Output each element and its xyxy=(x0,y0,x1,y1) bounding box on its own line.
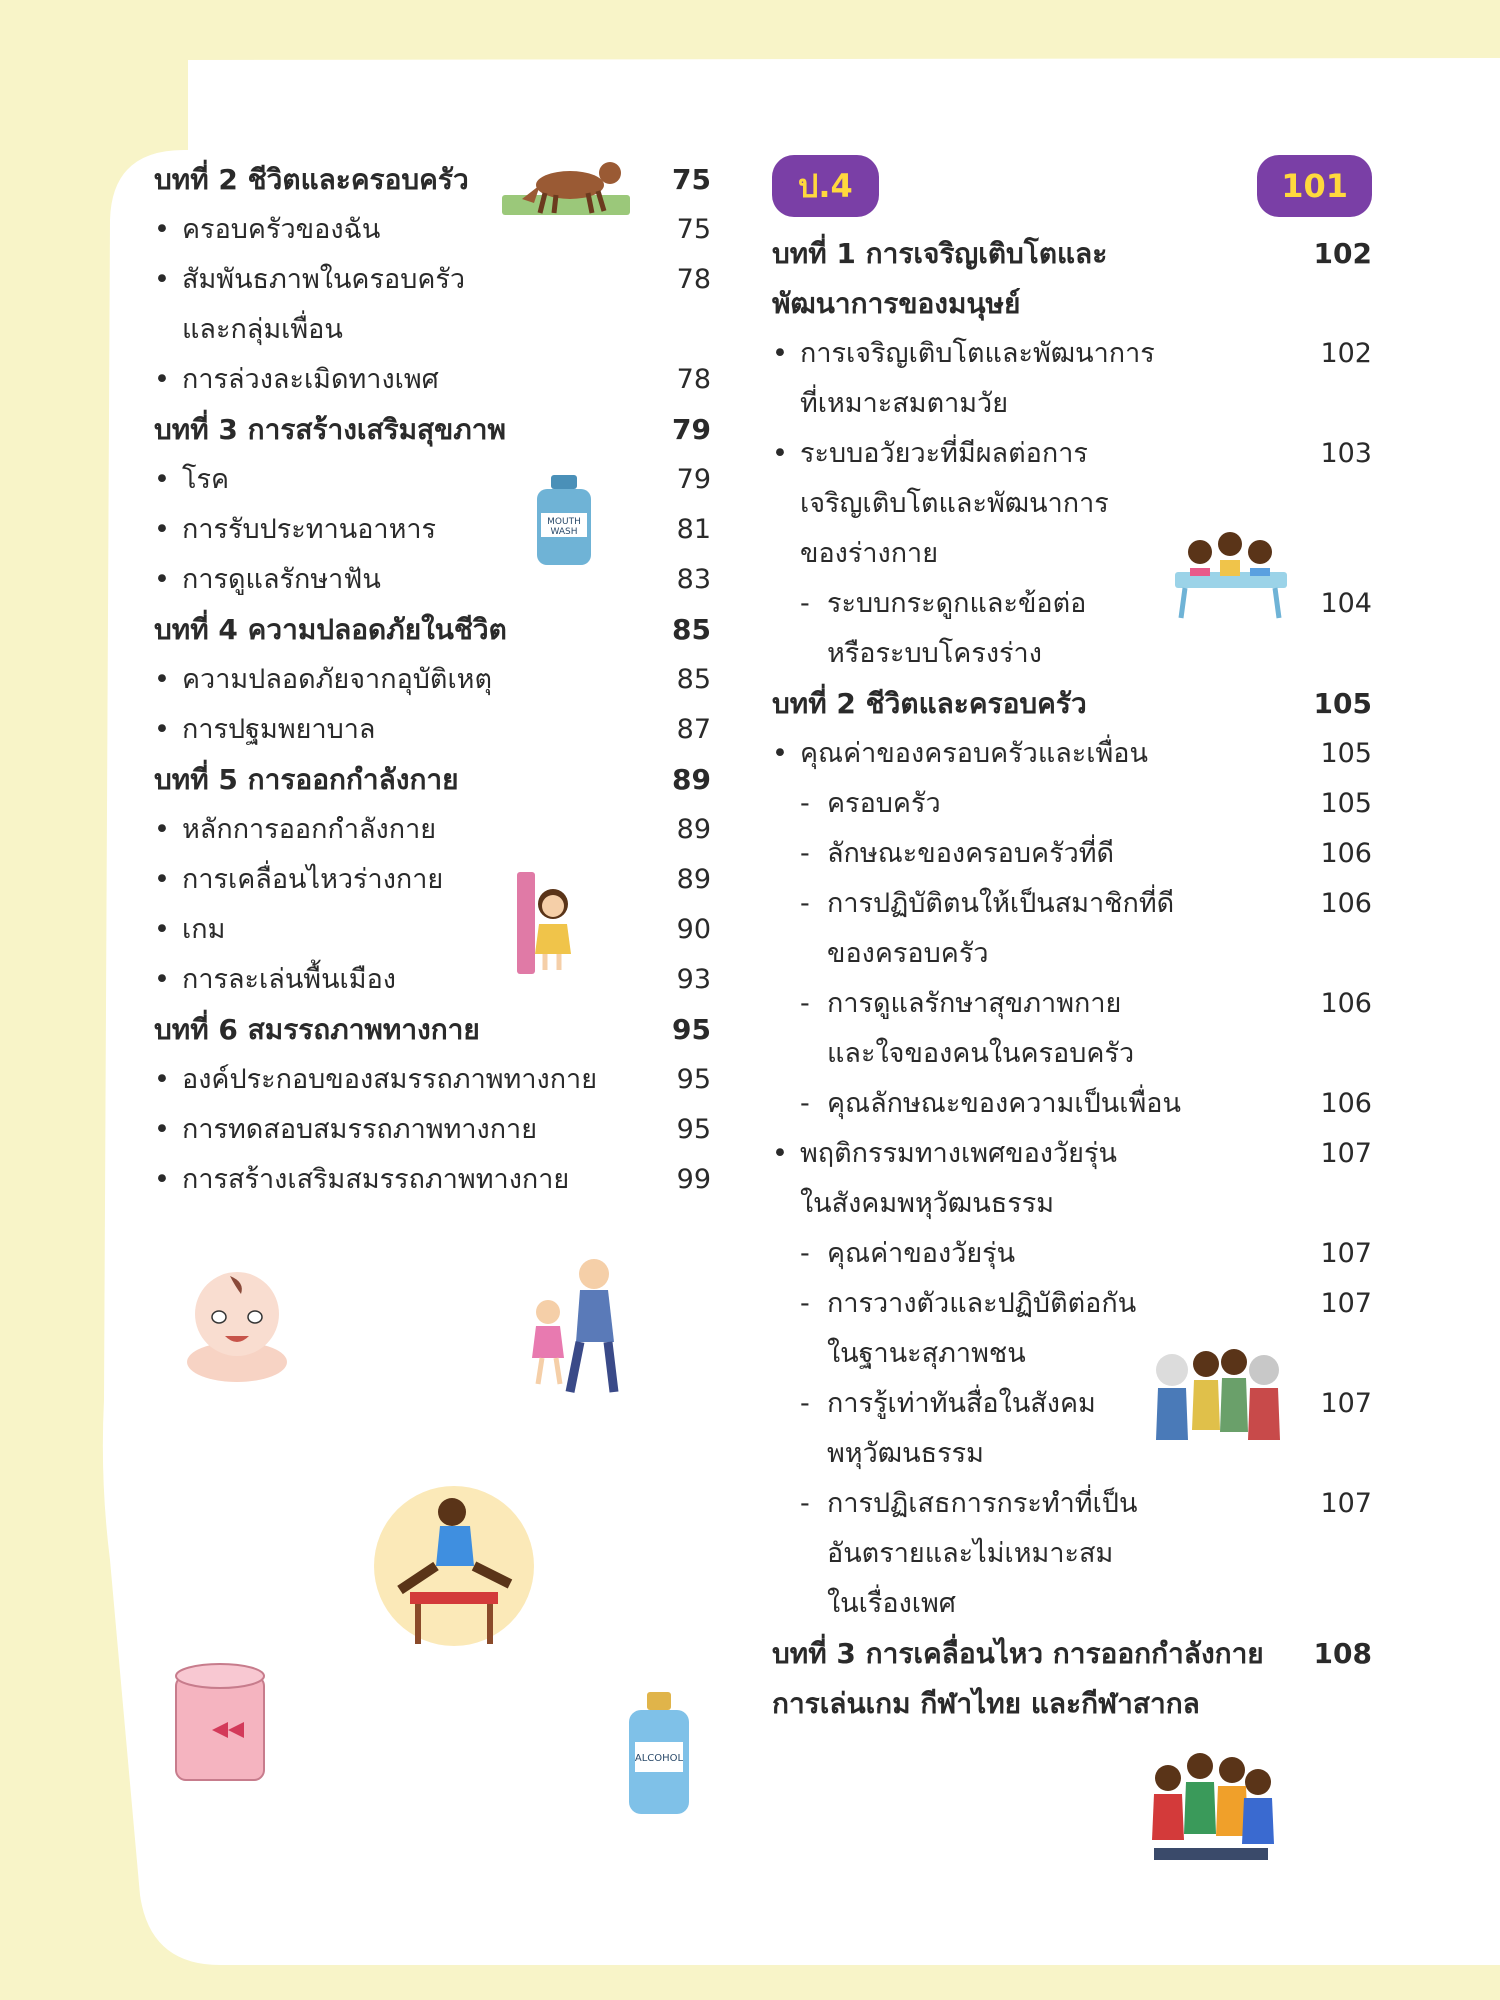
left_col-row-page: 95 xyxy=(672,1013,711,1046)
right_col-row-page: 105 xyxy=(1320,738,1372,769)
left_col-row xyxy=(154,705,711,755)
right_col-row-page: 107 xyxy=(1320,1288,1372,1319)
left_col-row xyxy=(154,605,711,655)
right_col-row-page: 102 xyxy=(1320,338,1372,369)
right_col-row-text: - การวางตัวและปฏิบัติต่อกัน ในฐานะสุภาพชน xyxy=(772,1279,1302,1379)
right_col-row-page: 107 xyxy=(1320,1238,1372,1269)
left_col-row xyxy=(154,655,711,705)
left_col-row xyxy=(154,1105,711,1155)
mouthwash-bottle-illustration xyxy=(533,475,595,567)
right_col-row-page: 108 xyxy=(1313,1637,1372,1670)
left_col-row-text: • การละเล่นพื้นเมือง xyxy=(154,955,641,1005)
baby-illustration xyxy=(175,1262,300,1387)
left_col-row-text: • การปฐมพยาบาล xyxy=(154,705,641,755)
right_col-row xyxy=(772,679,1372,729)
left_col-row-page: 85 xyxy=(676,664,711,695)
right_col-row-page: 106 xyxy=(1320,1088,1372,1119)
right_col-row-text: - คุณลักษณะของความเป็นเพื่อน xyxy=(772,1079,1302,1129)
girl-mirror-illustration xyxy=(515,870,575,976)
grade-page-badge: 101 xyxy=(1257,155,1372,217)
left_col-row-page: 75 xyxy=(676,214,711,245)
father-child-running-illustration xyxy=(510,1252,650,1402)
left_col-row-text: • เกม xyxy=(154,905,641,955)
right_col-row-text: บทที่ 2 ชีวิตและครอบครัว xyxy=(772,687,1087,720)
svg-text:ALCOHOL: ALCOHOL xyxy=(634,1753,684,1764)
left_col-row xyxy=(154,555,711,605)
right_col-row-text: บทที่ 1 การเจริญเติบโตและ พัฒนาการของมนุษย์ xyxy=(772,237,1108,320)
left_col-row-page: 83 xyxy=(676,564,711,595)
right_col-row-text: • พฤติกรรมทางเพศของวัยรุ่น ในสังคมพหุวัฒนธรรม xyxy=(772,1129,1302,1229)
left_col-row-text: บทที่ 6 สมรรถภาพทางกาย xyxy=(154,1013,480,1046)
left_col-row-page: 93 xyxy=(676,964,711,995)
left_col-row-text: • การทดสอบสมรรถภาพทางกาย xyxy=(154,1105,641,1155)
left_col-row xyxy=(154,505,711,555)
left_col-row-text: • การล่วงละเมิดทางเพศ xyxy=(154,355,641,405)
right_col-row-page: 102 xyxy=(1313,237,1372,270)
right_col-row xyxy=(772,1479,1372,1629)
alcohol-bottle-illustration xyxy=(625,1690,693,1818)
left_col-row-page: 79 xyxy=(672,413,711,446)
right_col-row xyxy=(772,729,1372,779)
right_col-row xyxy=(772,879,1372,979)
left_col-row-page: 78 xyxy=(676,264,711,295)
dog-illustration xyxy=(500,155,635,217)
left_col-row-page: 81 xyxy=(676,514,711,545)
left_col-row xyxy=(154,455,711,505)
left_col-row xyxy=(154,255,711,355)
right_col-row xyxy=(772,779,1372,829)
left_col-row-text: • องค์ประกอบของสมรรถภาพทางกาย xyxy=(154,1055,641,1105)
left_col-row-page: 95 xyxy=(676,1064,711,1095)
hurdle-runner-illustration xyxy=(370,1480,538,1648)
left_col-row xyxy=(154,405,711,455)
right_col-row-page: 107 xyxy=(1320,1388,1372,1419)
left_col-row xyxy=(154,855,711,905)
right_col-row xyxy=(772,1129,1372,1229)
right_col-row-text: • คุณค่าของครอบครัวและเพื่อน xyxy=(772,729,1302,779)
bandage-roll-illustration xyxy=(170,1660,270,1790)
left_col-row xyxy=(154,1155,711,1205)
left_col-row-page: 89 xyxy=(676,814,711,845)
left_col-row xyxy=(154,955,711,1005)
right_col-row-text: - ครอบครัว xyxy=(772,779,1302,829)
right_col-row-text: - การปฏิเสธการกระทำที่เป็น อันตรายและไม่เหมาะสม ในเรื่องเพศ xyxy=(772,1479,1302,1629)
right_col-row-page: 103 xyxy=(1320,438,1372,469)
left_col-row-page: 78 xyxy=(676,364,711,395)
right_col-row-text: • การเจริญเติบโตและพัฒนาการ ที่เหมาะสมตามวัย xyxy=(772,329,1302,429)
right_col-row-page: 107 xyxy=(1320,1488,1372,1519)
right_col-row-page: 106 xyxy=(1320,888,1372,919)
right_col-row xyxy=(772,829,1372,879)
right_col-row-text: • ระบบอวัยวะที่มีผลต่อการ เจริญเติบโตและพัฒนาการ ของร่างกาย xyxy=(772,429,1302,579)
right_col-row xyxy=(772,979,1372,1079)
left_col-row xyxy=(154,755,711,805)
left_col-row-text: บทที่ 4 ความปลอดภัยในชีวิต xyxy=(154,613,507,646)
left_col-row-text: • การสร้างเสริมสมรรถภาพทางกาย xyxy=(154,1155,641,1205)
left_col-row-page: 99 xyxy=(676,1164,711,1195)
sports-group-illustration xyxy=(1134,1736,1286,1884)
left_col-row-page: 90 xyxy=(676,914,711,945)
left_col-row xyxy=(154,1055,711,1105)
right_col-row-text: - การรู้เท่าทันสื่อในสังคม พหุวัฒนธรรม xyxy=(772,1379,1302,1479)
left_col-row-text: • หลักการออกกำลังกาย xyxy=(154,805,641,855)
left_col-row-page: 79 xyxy=(676,464,711,495)
kids-table-illustration xyxy=(1165,520,1295,622)
left_col-row-page: 75 xyxy=(672,163,711,196)
right_col-row xyxy=(772,329,1372,429)
toc-right-rows xyxy=(772,229,1372,1729)
right_col-row-page: 106 xyxy=(1320,988,1372,1019)
toc-right-column xyxy=(772,155,1372,1729)
left_col-row-text: • ครอบครัวของฉัน xyxy=(154,205,641,255)
right_col-row xyxy=(772,1229,1372,1279)
right_col-row-text: บทที่ 3 การเคลื่อนไหว การออกกำลังกาย การเล่นเกม กีฬาไทย และกีฬาสากล xyxy=(772,1637,1264,1720)
right_col-row-text: - ระบบกระดูกและข้อต่อ หรือระบบโครงร่าง xyxy=(772,579,1302,679)
right_col-row-page: 107 xyxy=(1320,1138,1372,1169)
right_col-row-page: 105 xyxy=(1313,687,1372,720)
grade-badge: ป.4 xyxy=(772,155,879,217)
left_col-row-page: 87 xyxy=(676,714,711,745)
right_col-row xyxy=(772,1629,1372,1729)
left_col-row xyxy=(154,355,711,405)
left_col-row-page: 95 xyxy=(676,1114,711,1145)
left_col-row-text: • โรค xyxy=(154,455,641,505)
right_col-row-page: 106 xyxy=(1320,838,1372,869)
svg-text:WASH: WASH xyxy=(550,527,578,537)
left_col-row-page: 89 xyxy=(676,864,711,895)
right_col-row-text: - คุณค่าของวัยรุ่น xyxy=(772,1229,1302,1279)
left_col-row-text: บทที่ 3 การสร้างเสริมสุขภาพ xyxy=(154,413,506,446)
left_col-row-text: • การเคลื่อนไหวร่างกาย xyxy=(154,855,641,905)
toc-left-column xyxy=(154,155,711,1205)
grade-header xyxy=(772,155,1372,217)
svg-text:MOUTH: MOUTH xyxy=(547,517,581,527)
left_col-row-text: บทที่ 2 ชีวิตและครอบครัว xyxy=(154,163,469,196)
right_col-row xyxy=(772,1079,1372,1129)
family-group-illustration xyxy=(1148,1340,1286,1452)
right_col-row-text: - ลักษณะของครอบครัวที่ดี xyxy=(772,829,1302,879)
left_col-row-page: 85 xyxy=(672,613,711,646)
left_col-row-text: • การรับประทานอาหาร xyxy=(154,505,641,555)
right_col-row-page: 104 xyxy=(1320,588,1372,619)
right_col-row-text: - การดูแลรักษาสุขภาพกาย และใจของคนในครอบครัว xyxy=(772,979,1302,1079)
right_col-row-page: 105 xyxy=(1320,788,1372,819)
left_col-row-page: 89 xyxy=(672,763,711,796)
left_col-row xyxy=(154,805,711,855)
left_col-row-text: • การดูแลรักษาฟัน xyxy=(154,555,641,605)
right_col-row-text: - การปฏิบัติตนให้เป็นสมาชิกที่ดี ของครอบครัว xyxy=(772,879,1302,979)
left_col-row xyxy=(154,905,711,955)
left_col-row-text: • สัมพันธภาพในครอบครัว และกลุ่มเพื่อน xyxy=(154,255,641,355)
right_col-row xyxy=(772,229,1372,329)
left_col-row xyxy=(154,1005,711,1055)
left_col-row-text: บทที่ 5 การออกกำลังกาย xyxy=(154,763,459,796)
left_col-row-text: • ความปลอดภัยจากอุบัติเหตุ xyxy=(154,655,641,705)
